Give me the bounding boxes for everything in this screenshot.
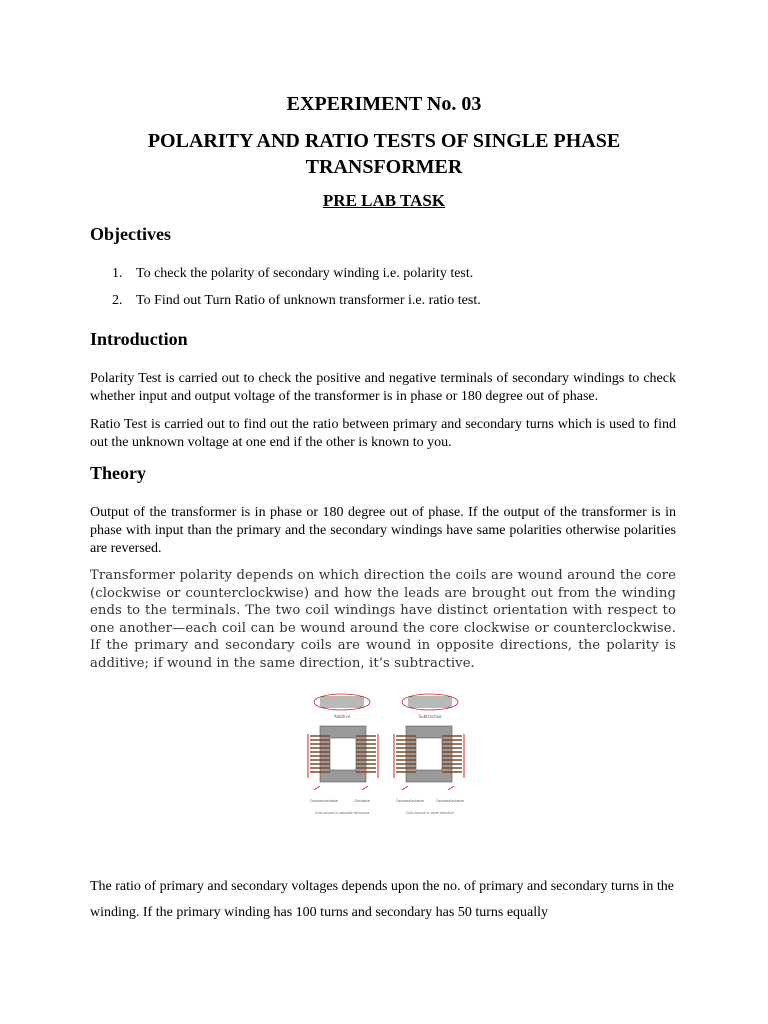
additive-coil1-label: Counterclockwise — [310, 799, 338, 803]
additive-transformer-diagram — [308, 694, 378, 815]
subtractive-label: Subtractive — [418, 714, 442, 719]
intro-paragraph-polarity: Polarity Test is carried out to check the positive and negative terminals of secondary windings to check whether input and output voltage of the transformer is in phase or 180 degree out of phase. — [90, 371, 676, 404]
objectives-heading: Objectives — [90, 224, 171, 244]
theory-paragraph-ratio: The ratio of primary and secondary voltages depends upon the no. of primary and secondary turns in the winding. If the primary winding has 100 turns and secondary has 50 turns equally — [90, 879, 674, 920]
list-item — [112, 266, 481, 293]
list-item-text: To check the polarity of secondary winding i.e. polarity test. — [136, 266, 474, 281]
intro-paragraph-ratio: Ratio Test is carried out to find out the ratio between primary and secondary turns which is used to find out the unknown voltage at one end if the other is known to you. — [90, 417, 676, 450]
list-item — [112, 293, 481, 320]
additive-caption: Coils wound in opposite directions — [314, 811, 370, 815]
subtractive-transformer-diagram — [394, 694, 464, 815]
transformer-polarity-figure — [298, 690, 474, 820]
list-item-number: 2. — [112, 293, 123, 308]
theory-paragraph-winding: Transformer polarity depends on which direction the coils are wound around the core (clockwise or counterclockwise) and how the leads are brought out from the winding ends to the terminals. The two coil windings have distinct orientation with respect to one another—each coil can be wound around the core clockwise or counterclockwise. If the primary and secondary coils are wound in opposite directions, the polarity is additive; if wound in the same direction, it’s subtractive. — [90, 568, 676, 671]
experiment-number: EXPERIMENT No. 03 — [286, 93, 482, 115]
page-title: POLARITY AND RATIO TESTS OF SINGLE PHASE TRANSFORMER — [147, 130, 621, 178]
theory-paragraph-phase: Output of the transformer is in phase or 180 degree out of phase. If the output of the transformer is in phase with input than the primary and the secondary windings have same polarities otherwise polarities are reversed. — [90, 505, 676, 556]
pre-lab-heading: PRE LAB TASK — [322, 191, 446, 210]
theory-heading: Theory — [90, 463, 146, 483]
additive-label: Additive — [333, 714, 351, 719]
subtractive-caption: Coils wound in same direction — [406, 811, 454, 815]
introduction-heading: Introduction — [90, 329, 188, 349]
subtractive-coil2-label: Counterclockwise — [436, 799, 464, 803]
additive-coil2-label: Clockwise — [354, 799, 370, 803]
objectives-list — [112, 266, 481, 320]
list-item-text: To Find out Turn Ratio of unknown transformer i.e. ratio test. — [136, 293, 481, 308]
subtractive-coil1-label: Counterclockwise — [396, 799, 424, 803]
list-item-number: 1. — [112, 266, 123, 281]
